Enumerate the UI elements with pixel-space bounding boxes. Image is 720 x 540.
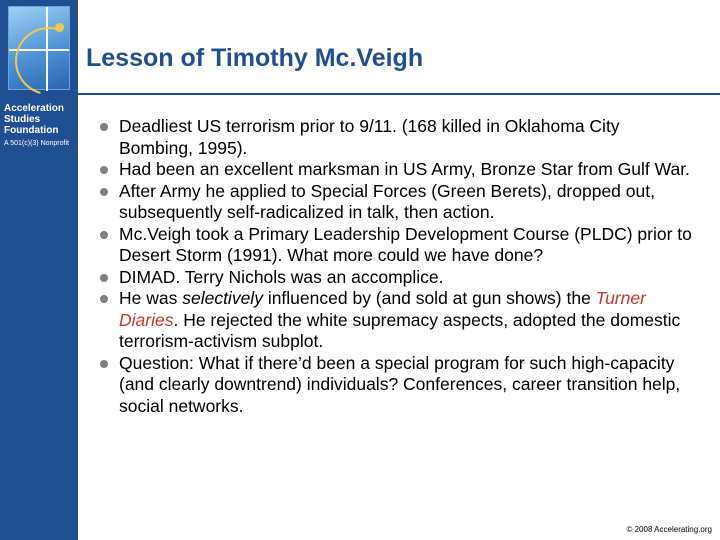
bullet-item bbox=[104, 353, 694, 418]
title-divider bbox=[78, 93, 720, 95]
bullet-dot-icon bbox=[100, 295, 108, 303]
book-title: Turner Diaries bbox=[119, 288, 646, 330]
bullet-dot-icon bbox=[100, 360, 108, 368]
bullet-item bbox=[104, 267, 694, 289]
org-tagline: A 501(c)(3) Nonprofit bbox=[4, 140, 69, 147]
bullet-text-part: . He rejected the white supremacy aspects, adopted the domestic terrorism-activism subplot. bbox=[119, 309, 681, 351]
bullet-list bbox=[104, 116, 694, 417]
footer-copyright: © 2008 Accelerating.org bbox=[626, 525, 712, 534]
bullet-item bbox=[104, 181, 694, 224]
bullet-dot-icon bbox=[100, 188, 108, 196]
bullet-item bbox=[104, 224, 694, 267]
org-name-line-1: Acceleration bbox=[4, 103, 65, 114]
bullet-item bbox=[104, 116, 694, 159]
logo-dot bbox=[55, 23, 64, 32]
bullet-text: Deadliest US terrorism prior to 9/11. (168 killed in Oklahoma City Bombing, 1995). bbox=[119, 116, 620, 158]
emphasis-text: selectively bbox=[182, 288, 263, 308]
bullet-text-part: influenced by (and sold at gun shows) the bbox=[262, 288, 596, 308]
bullet-dot-icon bbox=[100, 166, 108, 174]
bullet-text-part: He was bbox=[119, 288, 183, 308]
slide-title: Lesson of Timothy Mc.Veigh bbox=[86, 44, 424, 72]
org-name-line-3: Foundation bbox=[4, 125, 59, 136]
bullet-text: After Army he applied to Special Forces (Green Berets), dropped out, subsequently self-radicalized in talk, then action. bbox=[119, 180, 655, 222]
bullet-item bbox=[104, 159, 694, 181]
sidebar bbox=[0, 0, 78, 540]
bullet-text: Mc.Veigh took a Primary Leadership Development Course (PLDC) prior to Desert Storm (1991). What more could we have done? bbox=[119, 223, 692, 265]
bullet-text: Had been an excellent marksman in US Army, Bronze Star from Gulf War. bbox=[119, 159, 690, 179]
org-name bbox=[4, 103, 78, 136]
bullet-text: Question: What if there’d been a special program for such high-capacity (and clearly downtrend) individuals? Conferences, career transition help, social networks. bbox=[119, 352, 681, 416]
bullet-item bbox=[104, 288, 694, 353]
bullet-dot-icon bbox=[100, 123, 108, 131]
bullet-dot-icon bbox=[100, 274, 108, 282]
org-name-line-2: Studies bbox=[4, 114, 41, 125]
bullet-dot-icon bbox=[100, 231, 108, 239]
foundation-logo bbox=[8, 6, 70, 90]
bullet-text: DIMAD. Terry Nichols was an accomplice. bbox=[119, 266, 444, 287]
